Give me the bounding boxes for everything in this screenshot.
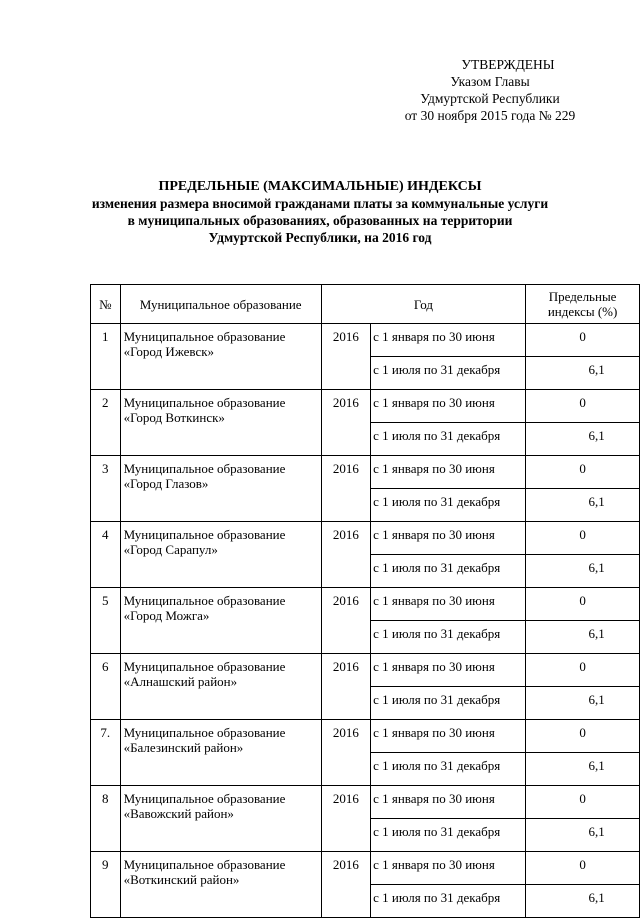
period-first-half: с 1 января по 30 июня: [371, 654, 526, 687]
row-number: 9: [91, 852, 121, 918]
table-row: [91, 390, 640, 423]
row-year: 2016: [321, 324, 370, 390]
period-first-half: с 1 января по 30 июня: [371, 456, 526, 489]
index-first-half: 0: [526, 522, 640, 555]
title-line-3: в муниципальных образованиях, образованных на территории: [127, 213, 513, 228]
municipality-name: «Воткинский район»: [123, 872, 240, 887]
municipality-name: «Город Сарапул»: [123, 542, 218, 557]
approval-block: [360, 56, 620, 124]
index-first-half: 0: [526, 720, 640, 753]
municipality-type: Муниципальное образование: [123, 527, 286, 542]
period-first-half: с 1 января по 30 июня: [371, 522, 526, 555]
period-first-half: с 1 января по 30 июня: [371, 786, 526, 819]
row-number: 7.: [91, 720, 121, 786]
period-first-half: с 1 января по 30 июня: [371, 720, 526, 753]
row-municipality: [120, 456, 321, 522]
period-second-half: с 1 июля по 31 декабря: [371, 687, 526, 720]
index-second-half: 6,1: [526, 687, 640, 720]
municipality-name: «Город Воткинск»: [123, 410, 225, 425]
row-year: 2016: [321, 588, 370, 654]
municipality-type: Муниципальное образование: [123, 725, 286, 740]
row-municipality: [120, 390, 321, 456]
table-header-row: [91, 285, 640, 324]
table-row: [91, 588, 640, 621]
row-year: 2016: [321, 522, 370, 588]
header-index-line-1: Предельные: [548, 289, 617, 304]
row-number: 4: [91, 522, 121, 588]
municipality-type: Муниципальное образование: [123, 329, 286, 344]
title-line-2: изменения размера вносимой гражданами платы за коммунальные услуги: [91, 196, 549, 211]
row-number: 3: [91, 456, 121, 522]
period-first-half: с 1 января по 30 июня: [371, 390, 526, 423]
row-year: 2016: [321, 654, 370, 720]
table-row: [91, 522, 640, 555]
index-first-half: 0: [526, 324, 640, 357]
index-second-half: 6,1: [526, 489, 640, 522]
document-title: [60, 178, 580, 246]
index-second-half: 6,1: [526, 555, 640, 588]
period-second-half: с 1 июля по 31 декабря: [371, 357, 526, 390]
row-municipality: [120, 654, 321, 720]
row-municipality: [120, 522, 321, 588]
index-first-half: 0: [526, 852, 640, 885]
municipality-name: «Балезинский район»: [123, 740, 244, 755]
row-municipality: [120, 786, 321, 852]
header-year: Год: [321, 285, 525, 324]
approval-region: Удмуртской Республики: [420, 91, 560, 106]
municipality-name: «Алнашский район»: [123, 674, 238, 689]
municipality-type: Муниципальное образование: [123, 395, 286, 410]
index-second-half: 6,1: [526, 621, 640, 654]
index-second-half: 6,1: [526, 885, 640, 918]
index-first-half: 0: [526, 654, 640, 687]
header-index-line-2: индексы (%): [547, 304, 618, 319]
approval-issuer: Указом Главы: [450, 74, 530, 89]
row-number: 5: [91, 588, 121, 654]
row-number: 1: [91, 324, 121, 390]
index-second-half: 6,1: [526, 819, 640, 852]
municipality-type: Муниципальное образование: [123, 593, 286, 608]
period-second-half: с 1 июля по 31 декабря: [371, 621, 526, 654]
title-line-4: Удмуртской Республики, на 2016 год: [208, 230, 432, 245]
row-municipality: [120, 720, 321, 786]
row-municipality: [120, 324, 321, 390]
index-first-half: 0: [526, 456, 640, 489]
period-second-half: с 1 июля по 31 декабря: [371, 489, 526, 522]
row-year: 2016: [321, 720, 370, 786]
period-first-half: с 1 января по 30 июня: [371, 324, 526, 357]
index-second-half: 6,1: [526, 423, 640, 456]
approval-date: от 30 ноября 2015 года № 229: [404, 108, 576, 123]
municipality-type: Муниципальное образование: [123, 857, 286, 872]
row-number: 2: [91, 390, 121, 456]
municipality-name: «Вавожский район»: [123, 806, 234, 821]
table-row: [91, 720, 640, 753]
index-first-half: 0: [526, 390, 640, 423]
table-row: [91, 324, 640, 357]
period-second-half: с 1 июля по 31 декабря: [371, 819, 526, 852]
approval-heading: УТВЕРЖДЕНЫ: [461, 57, 555, 72]
municipality-type: Муниципальное образование: [123, 461, 286, 476]
municipality-name: «Город Ижевск»: [123, 344, 215, 359]
header-municipality: Муниципальное образование: [120, 285, 321, 324]
table-row: [91, 456, 640, 489]
period-second-half: с 1 июля по 31 декабря: [371, 423, 526, 456]
period-first-half: с 1 января по 30 июня: [371, 588, 526, 621]
table-body: [91, 324, 640, 918]
municipality-name: «Город Глазов»: [123, 476, 209, 491]
table-row: [91, 852, 640, 885]
municipality-name: «Город Можга»: [123, 608, 210, 623]
index-second-half: 6,1: [526, 753, 640, 786]
row-number: 8: [91, 786, 121, 852]
period-second-half: с 1 июля по 31 декабря: [371, 885, 526, 918]
row-year: 2016: [321, 456, 370, 522]
header-num: №: [91, 285, 121, 324]
index-second-half: 6,1: [526, 357, 640, 390]
row-year: 2016: [321, 852, 370, 918]
indices-table: [90, 284, 640, 918]
index-first-half: 0: [526, 786, 640, 819]
row-year: 2016: [321, 390, 370, 456]
municipality-type: Муниципальное образование: [123, 791, 286, 806]
row-year: 2016: [321, 786, 370, 852]
table-row: [91, 786, 640, 819]
index-first-half: 0: [526, 588, 640, 621]
row-number: 6: [91, 654, 121, 720]
table-row: [91, 654, 640, 687]
period-second-half: с 1 июля по 31 декабря: [371, 753, 526, 786]
header-index: [526, 285, 640, 324]
period-second-half: с 1 июля по 31 декабря: [371, 555, 526, 588]
row-municipality: [120, 852, 321, 918]
row-municipality: [120, 588, 321, 654]
municipality-type: Муниципальное образование: [123, 659, 286, 674]
title-main: ПРЕДЕЛЬНЫЕ (МАКСИМАЛЬНЫЕ) ИНДЕКСЫ: [158, 179, 482, 194]
period-first-half: с 1 января по 30 июня: [371, 852, 526, 885]
